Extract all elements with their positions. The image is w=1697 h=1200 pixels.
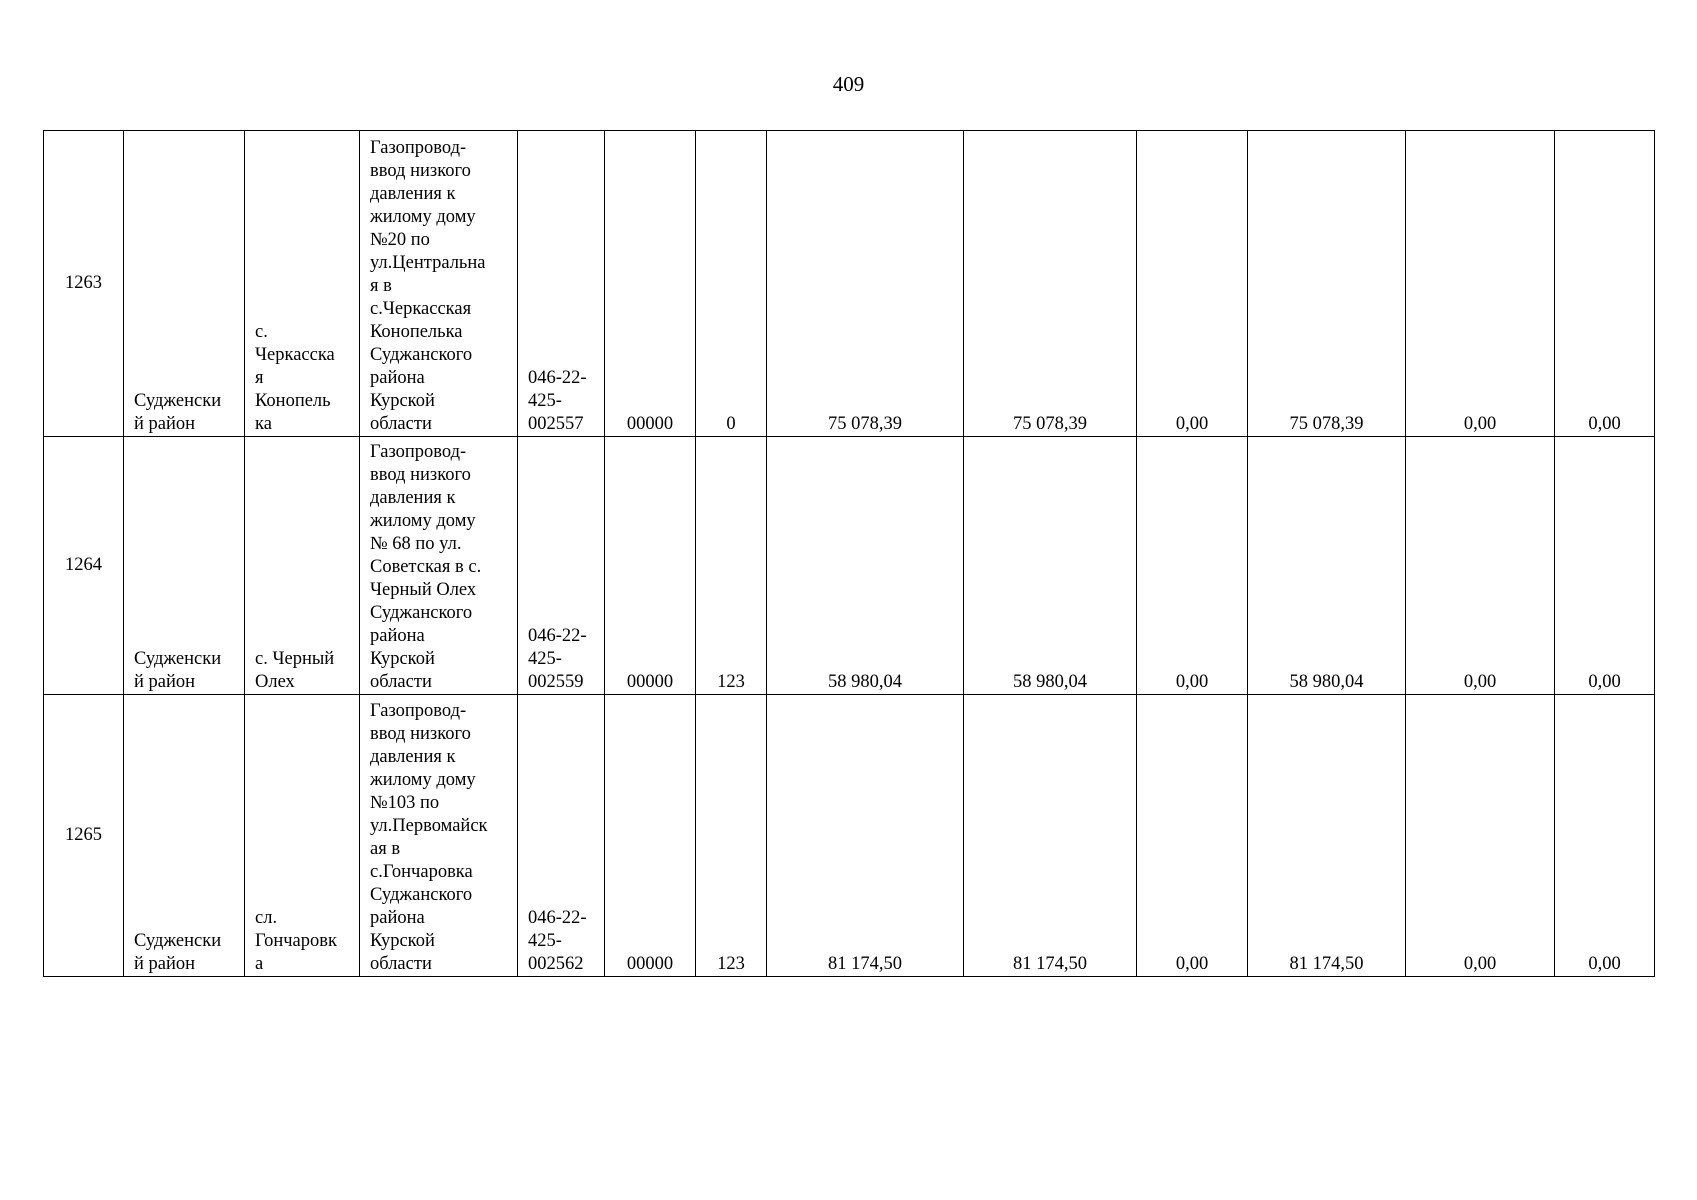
- value-cell-2: 75 078,39: [964, 131, 1137, 437]
- description-cell: Газопровод- ввод низкого давления к жилому дому № 68 по ул. Советская в с. Черный Олех Суджанского района Курской области: [360, 437, 518, 695]
- value-cell-4: 58 980,04: [1248, 437, 1406, 695]
- value-cell-2: 81 174,50: [964, 695, 1137, 977]
- page-number: 409: [832, 72, 865, 96]
- value-cell-3: 0,00: [1137, 695, 1248, 977]
- cadastral-code-cell: 046-22- 425- 002559: [518, 437, 605, 695]
- value-cell-3: 0,00: [1137, 131, 1248, 437]
- locality-cell: с. Черный Олех: [245, 437, 360, 695]
- value-cell-5: 0,00: [1406, 437, 1555, 695]
- code-cell: 00000: [605, 695, 696, 977]
- value-cell-4: 81 174,50: [1248, 695, 1406, 977]
- description-cell: Газопровод- ввод низкого давления к жилому дому №103 по ул.Первомайск ая в с.Гончаровка Суджанского района Курской области: [360, 695, 518, 977]
- value-cell-5: 0,00: [1406, 131, 1555, 437]
- value-cell-3: 0,00: [1137, 437, 1248, 695]
- value-cell-1: 58 980,04: [767, 437, 964, 695]
- district-cell: Судженски й район: [124, 131, 245, 437]
- value-cell-1: 81 174,50: [767, 695, 964, 977]
- locality-cell: сл. Гончаровк а: [245, 695, 360, 977]
- value-cell-6: 0,00: [1555, 437, 1655, 695]
- value-cell-5: 0,00: [1406, 695, 1555, 977]
- value-cell-2: 58 980,04: [964, 437, 1137, 695]
- district-cell: Судженски й район: [124, 437, 245, 695]
- locality-cell: с. Черкасска я Конопель ка: [245, 131, 360, 437]
- value-cell-1: 75 078,39: [767, 131, 964, 437]
- row-number: 1263: [44, 131, 124, 437]
- table-row: [44, 131, 1655, 437]
- code-cell: 00000: [605, 131, 696, 437]
- value-cell-6: 0,00: [1555, 131, 1655, 437]
- value-cell-4: 75 078,39: [1248, 131, 1406, 437]
- category-cell: 123: [696, 695, 767, 977]
- row-number: 1265: [44, 695, 124, 977]
- value-cell-6: 0,00: [1555, 695, 1655, 977]
- district-cell: Судженски й район: [124, 695, 245, 977]
- row-number: 1264: [44, 437, 124, 695]
- category-cell: 123: [696, 437, 767, 695]
- table-row: [44, 695, 1655, 977]
- table-row: [44, 437, 1655, 695]
- code-cell: 00000: [605, 437, 696, 695]
- category-cell: 0: [696, 131, 767, 437]
- description-cell: Газопровод- ввод низкого давления к жилому дому №20 по ул.Центральна я в с.Черкасская Конопелька Суджанского района Курской области: [360, 131, 518, 437]
- cadastral-code-cell: 046-22- 425- 002557: [518, 131, 605, 437]
- registry-table: [43, 130, 1655, 977]
- cadastral-code-cell: 046-22- 425- 002562: [518, 695, 605, 977]
